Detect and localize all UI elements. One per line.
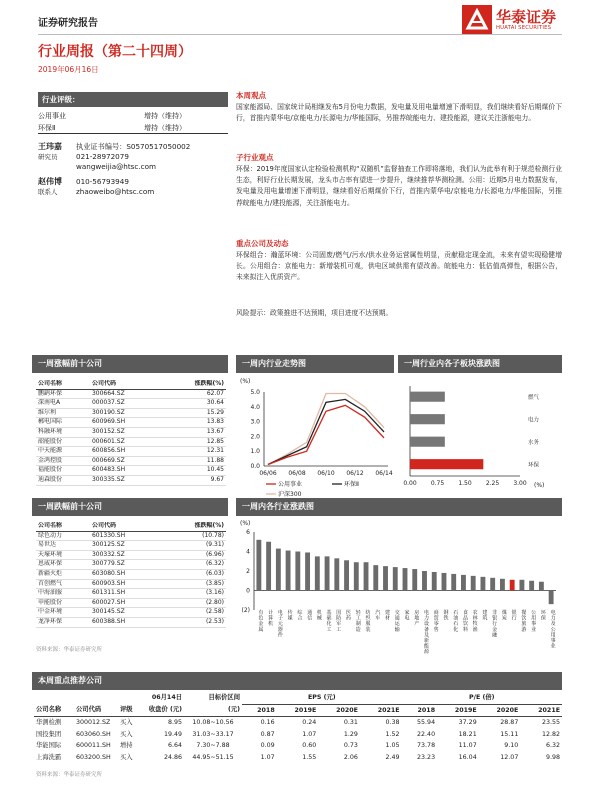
table-row: 首创燃气 600903.SH (3.85)	[36, 579, 226, 589]
bar	[412, 569, 417, 590]
bar	[403, 568, 408, 590]
table-row: 国投集团 603060.SH 买入 19.49 31.03~33.17 0.87 1.07 1.29 1.52 22.40 18.21 15.11 12.82	[36, 730, 560, 738]
x-tick-label: 06/14	[375, 470, 393, 477]
brand-name-en: HUATAI SECURITIES	[496, 25, 552, 31]
category-label: 环保	[540, 610, 546, 622]
section-title-subindustry: 子行业观点	[236, 153, 274, 162]
y-tick-label: 2.0	[250, 433, 260, 441]
category-label: 传媒	[287, 610, 293, 622]
table-row: 维尔利 300190.SZ 15.29	[36, 408, 226, 418]
category-label: 建材	[385, 610, 391, 622]
x-tick-label: 06/12	[346, 470, 364, 477]
subsector-bar-chart	[398, 380, 562, 495]
category-label: 有色金属	[258, 610, 264, 633]
bar	[529, 581, 534, 591]
industry-unit: (%)	[240, 520, 251, 527]
source-note: 资料来源：华泰证券研究所	[36, 772, 103, 778]
losers-title: 一周跌幅前十公司	[32, 498, 228, 516]
table-row: 福能股份 600483.SH 10.45	[36, 466, 226, 476]
category-label: 房地产	[414, 610, 420, 628]
bar	[471, 576, 476, 591]
x-tick-label: 2.25	[485, 480, 500, 487]
table-row: 上海洗霸 603200.SH 买入 24.86 44.95~51.15 1.07 1.55 2.06 2.49 23.23 16.04 12.07 9.98	[36, 753, 560, 761]
analyst-card: 王玮嘉 执业证书编号：S0570517050002 研究员 021-28972079 wangweijia@htsc.com 赵伟博 010-56793949 联系人 zhaoweibo@htsc.com	[38, 142, 191, 196]
bar	[286, 551, 291, 591]
industry-bar-chart	[236, 526, 562, 666]
bar	[295, 552, 300, 591]
category-label: 商贸零售	[433, 610, 439, 633]
table-row: 申能股份 600027.SH (2.80)	[36, 598, 226, 608]
bar	[500, 579, 505, 591]
source-note: 资料来源：华泰证券研究所	[36, 647, 103, 653]
gainers-table: 公司名称 公司代码 涨跌幅(%) 鹏鹞环保 300664.SZ 62.07 深南电A 000037.SZ 30.64 维尔利 300190.SZ 15.29 郴电国际 600969.SH 13.83 科融环境 300152.SZ 13.67 韶能股份 000601.SZ 12.85 中天能源 600856.SH 12.31 金鸿控股 000669.SZ 11.88 福能股份 600483.SH 10.45 迪森股份 300335.SZ 9.67	[36, 380, 226, 486]
category-label: 银行	[511, 610, 517, 622]
bar	[393, 567, 398, 590]
legend-label: 沪深300	[278, 491, 302, 498]
table-row: 绿色动力 601330.SH (10.78)	[36, 531, 226, 541]
bar	[549, 591, 554, 605]
category-label: 非银行金融	[492, 610, 498, 639]
legend-label: 环保Ⅱ	[344, 481, 359, 488]
bar	[461, 575, 466, 591]
risk-warning: 风险提示：政策推进不达预期，项目进度不达预期。	[236, 309, 393, 317]
analyst-phone: 010-56793949	[76, 177, 129, 186]
bar	[432, 572, 437, 591]
analyst-email[interactable]: wangweijia@htsc.com	[76, 162, 156, 171]
analyst-cert: 执业证书编号：S0570517050002	[76, 142, 191, 151]
table-row: 韶能股份 000601.SZ 12.85	[36, 437, 226, 447]
x-tick-label: 06/06	[259, 470, 277, 477]
section-body-weekly-view: 国家能源局、国家统计局相继发布5月份电力数据，发电量及用电量增速下滑明显，我们继续看好后期煤价下行，首推内蒙华电/京能电力/长源电力/华能国际，另推荐皖能电力、建投能源，建议关注浙能电力。	[236, 103, 562, 123]
analyst-phone: 021-28972079	[76, 152, 129, 161]
report-type: 证券研究报告	[38, 18, 98, 29]
bar	[422, 571, 427, 591]
bar	[490, 578, 495, 591]
table-row: 郴电国际 600969.SH 13.83	[36, 418, 226, 428]
category-label: 纺织服装	[365, 610, 371, 633]
report-date: 2019年06月16日	[38, 65, 99, 74]
series-line	[268, 393, 384, 464]
bar	[410, 392, 445, 402]
category-label: 机械	[316, 610, 322, 622]
analyst-name: 赵伟博	[38, 177, 62, 186]
table-row: 龙净环保 600388.SH (2.53)	[36, 617, 226, 627]
bar	[325, 556, 330, 590]
bar	[266, 542, 271, 591]
category-label: 综合	[297, 610, 303, 622]
brand-logo	[462, 5, 562, 35]
bar	[383, 566, 388, 590]
bar	[451, 574, 456, 591]
category-label: 电力设备及新能源	[423, 610, 429, 656]
y-tick-label: 1.0	[250, 448, 260, 456]
category-label: 公用事业	[531, 610, 537, 633]
table-row: 新疆火炬 603080.SH (6.03)	[36, 569, 226, 579]
bar	[373, 565, 378, 590]
y-tick-label: 2	[246, 568, 250, 575]
bar	[410, 437, 445, 447]
recommend-title: 本周重点推荐公司	[32, 672, 562, 690]
category-label: 汽车	[375, 610, 381, 622]
bar	[539, 582, 544, 591]
report-title: 行业周报（第二十四周）	[38, 44, 192, 60]
category-label: 计算机	[268, 610, 274, 628]
rating-row: 环保Ⅱ 增持（维持）	[38, 122, 228, 134]
table-row: 中天能源 600856.SH 12.31	[36, 447, 226, 457]
category-label: 石油石化	[453, 610, 459, 633]
bar	[344, 560, 349, 590]
bar	[410, 459, 483, 469]
bar	[305, 552, 310, 590]
y-tick-label: 0	[246, 587, 250, 595]
category-label: 建筑	[482, 610, 488, 622]
brand-name-cn: 华泰证券	[496, 8, 557, 26]
category-label: 国防军工	[336, 610, 342, 633]
trend-unit: (%)	[240, 378, 251, 385]
category-label: 水务	[528, 439, 540, 446]
trend-chart-title: 一周内行业走势图	[236, 355, 394, 373]
bar	[354, 562, 359, 590]
section-title-key-companies: 重点公司及动态	[236, 239, 289, 248]
bar	[519, 580, 524, 591]
category-label: 煤炭	[501, 610, 507, 622]
bar	[334, 558, 339, 590]
table-row: 金鸿控股 000669.SZ 11.88	[36, 456, 226, 466]
category-label: 电力及公用事业	[550, 610, 556, 650]
bar	[364, 562, 369, 590]
bar	[481, 577, 486, 591]
bar	[256, 540, 261, 591]
section-body-key-companies: 环保组合：瀚蓝环境：公司固废/燃气/污水/供水业务运营属性明显，贡献稳定现金流，未来有望实现稳健增长。公用组合：京能电力：新增装机可观，供电区域供需有望改善。皖能电力：低估值高弹性，根据公告，未来拟注入优质资产。	[236, 251, 562, 282]
bar	[276, 549, 281, 591]
category-label: 轻工制造	[355, 610, 361, 633]
bar	[410, 414, 445, 424]
table-row: 华能国际 600011.SH 增持 6.64 7.30~7.88 0.09 0.60 0.73 1.05 73.78 11.07 9.10 6.32	[36, 742, 560, 749]
y-tick-label: 4.0	[250, 403, 260, 411]
losers-table: 公司名称 公司代码 涨跌幅(%) 绿色动力 601330.SH (10.78) 易世达 300125.SZ (9.31) 天壕环境 300332.SZ (6.96) 恩威环保 300779.SZ (6.32) 新疆火炬 603080.SH (6.03) 首创燃气 600903.SH (3.85) 中海油服 601311.SH (3.16) 申能股份 600027.SH (2.80) 中金环境 300145.SZ (2.58) 龙净环保 600388.SH (2.53)	[36, 522, 226, 628]
table-row: 华测检测 300012.SZ 买入 8.95 10.08~10.56 0.16 0.24 0.31 0.38 55.94 37.29 28.87 23.55	[36, 719, 560, 726]
trend-line-chart	[236, 382, 396, 512]
analyst-name: 王玮嘉	[38, 142, 62, 151]
x-tick-label: 3.00	[513, 480, 527, 487]
x-tick-label: 1.50	[458, 480, 472, 487]
category-label: 通信	[307, 610, 313, 622]
table-row: 天壕环境 300332.SZ (6.96)	[36, 550, 226, 560]
analyst-email[interactable]: zhaoweibo@htsc.com	[76, 187, 155, 196]
x-tick-label: 06/10	[317, 470, 335, 477]
table-row: 易世达 300125.SZ (9.31)	[36, 541, 226, 551]
table-row: 迪森股份 300335.SZ 9.67	[36, 475, 226, 485]
huatai-logo-icon	[462, 5, 492, 35]
table-row: 中海油服 601311.SH (3.16)	[36, 589, 226, 599]
bar	[442, 573, 447, 591]
category-label: 钢铁	[443, 610, 449, 622]
bar	[510, 580, 515, 591]
table-row: 深南电A 000037.SZ 30.64	[36, 399, 226, 409]
table-row: 科融环境 300152.SZ 13.67	[36, 427, 226, 437]
category-label: 交通运输	[394, 610, 400, 633]
category-label: 环保	[528, 462, 540, 469]
y-tick-label: 0.0	[250, 463, 260, 470]
subsector-chart-title: 一周行业内各子板块涨跌图	[398, 355, 562, 373]
x-tick-label: 0.00	[403, 480, 417, 487]
category-label: 农林牧渔	[472, 610, 478, 633]
section-title-weekly-view: 本周观点	[236, 91, 266, 100]
category-label: 家电	[404, 610, 410, 622]
category-label: 餐饮旅游	[521, 610, 527, 633]
subsector-unit: (%)	[534, 482, 545, 489]
table-row: 恩威环保 300779.SZ (6.32)	[36, 560, 226, 570]
y-tick-label: 6	[246, 529, 250, 536]
legend-label: 公用事业	[278, 481, 303, 488]
y-tick-label: 4	[246, 548, 250, 556]
rating-label: 行业评级：	[38, 92, 228, 107]
rating-row: 公用事业 增持（维持）	[38, 112, 186, 120]
y-tick-label: (2)	[241, 607, 250, 614]
section-body-subindustry: 环保：2019年度国家认定检验检测机构“双随机”监督抽查工作即将落地，我们认为此举有利于规范检测行业生态，利好行业长期发展，龙头市占率有望进一步提升，继续推荐华测检测。公用：近期5月电力数据发布，发电量及用电量增速下滑明显，继续看好后期煤价下行，首推内蒙华电/京能电力/长源电力/华能国际，另推荐皖能电力/建投能源，关注浙能电力。	[236, 165, 562, 207]
industry-chart-title: 一周内各行业涨跌图	[236, 498, 562, 516]
table-row: 中金环境 300145.SZ (2.58)	[36, 608, 226, 618]
bar	[315, 556, 320, 590]
category-label: 燃气	[528, 394, 540, 401]
category-label: 基础化工	[326, 610, 332, 633]
x-tick-label: 06/08	[288, 470, 306, 477]
category-label: 电子元器件	[277, 610, 283, 639]
y-tick-label: 5.0	[250, 389, 260, 396]
recommend-table: 06月14日 目标价区间 EPS (元) P/E (倍) 公司名称 公司代码 评级 收盘价 (元) (元) 2018 2019E 2020E 2021E 2018 2019E 2020E 2021E 华测检测 300012.SZ 买入 8.95 10.08~10.56 0.16 0.24 0.31 0.38 55.94 37.29 28.87 23.55 国投集团 603060.SH 买入 19.49 31.03~33.17 0.87 1.07 1.29 1.52 22.40 18.21 15.11 12.82 华能国际 600011.SH 增持 6.64 7.30~7.88 0.09 0.60 0.73 1.05 73.78 11.07 9.10 6.32 上海洗霸 603200.SH 买入 24.86 44.95~51.15 1.07 1.55 2.06 2.49 23.23 16.04 12.07 9.98	[34, 692, 562, 763]
gainers-title: 一周涨幅前十公司	[32, 355, 228, 373]
rating-panel	[38, 92, 228, 134]
y-tick-label: 3.0	[250, 418, 260, 426]
table-row: 鹏鹞环保 300664.SZ 62.07	[36, 389, 226, 399]
x-tick-label: 0.75	[430, 480, 445, 487]
category-label: 医药	[346, 610, 352, 622]
category-label: 食品饮料	[462, 610, 468, 633]
category-label: 电力	[528, 417, 540, 424]
